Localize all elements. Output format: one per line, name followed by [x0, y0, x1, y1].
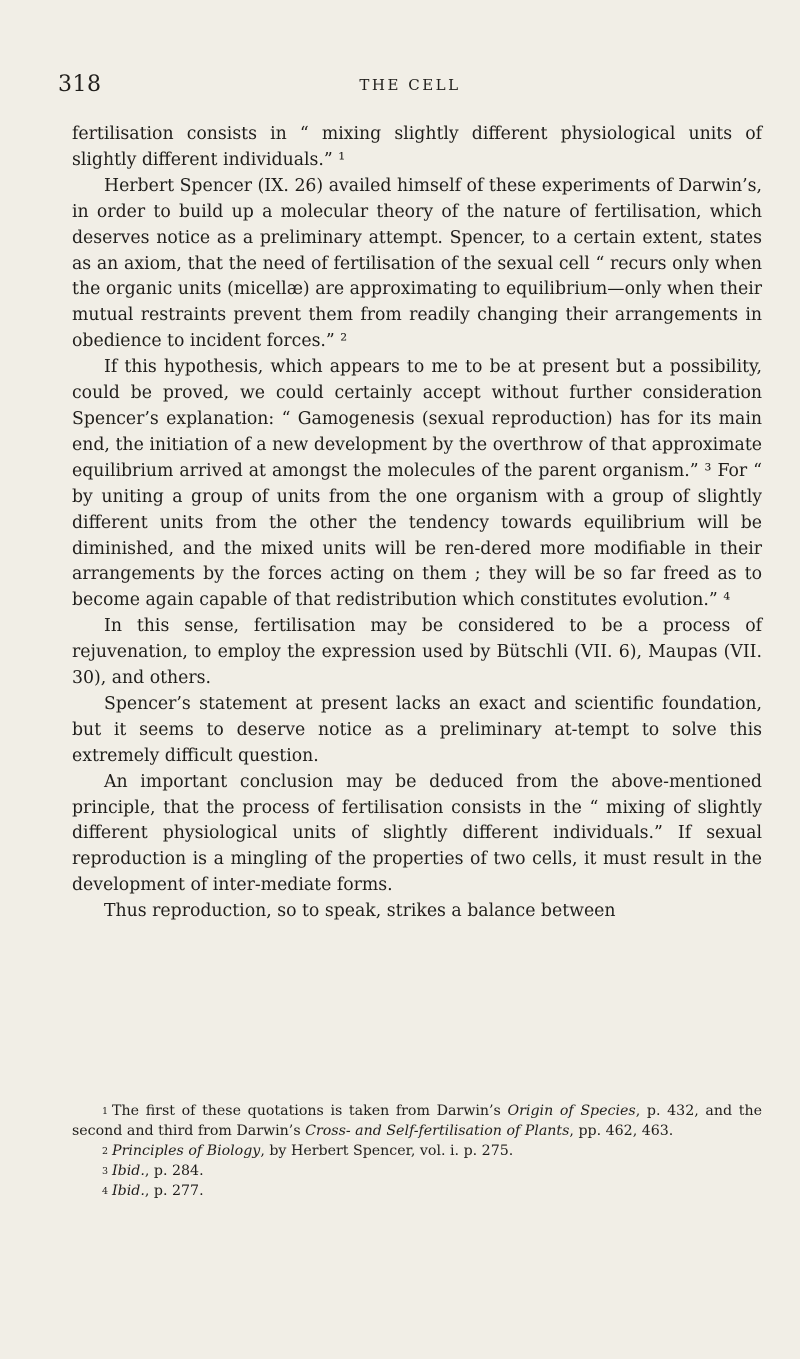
footnote-text: , p. 277. [144, 1183, 204, 1199]
footnote-text: , p. 432, and the second and third from Darwin’s [72, 1103, 762, 1139]
footnote [72, 1161, 762, 1181]
paragraph: An important conclusion may be deduced from the above-mentioned principle, that the process of fertilisation consists in the “ mixing of slightly different physiological units of slightly different individuals.” If sexual reproduction is a mingling of the properties of two cells, it must result in the development of inter-mediate forms. [72, 771, 762, 896]
footnote-text: , by Herbert Spencer, vol. i. p. 275. [260, 1143, 514, 1159]
footnote-title: Principles of Biology [112, 1143, 261, 1159]
paragraph: Herbert Spencer (IX. 26) availed himself of these experiments of Darwin’s, in order to build up a molecular theory of the nature of fertilisation, which deserves notice as a preliminary attempt. Spencer, to a certain extent, states as an axiom, that the need of fertilisation of the sexual cell “ recurs only when the organic units (micellæ) are approximating to equilibrium—only when their mutual restraints prevent them from readily changing their arrangements in obedience to incident forces.” ² [72, 175, 762, 352]
body-text [72, 122, 762, 925]
footnotes [72, 1101, 762, 1201]
footnote-number: 2 [102, 1146, 109, 1157]
footnote-number: 3 [102, 1166, 109, 1177]
paragraph: If this hypothesis, which appears to me to be at present but a possibility, could be proved, we could certainly accept without further consideration Spencer’s explanation: “ Gamogenesis (sexual reproduction) has for its main end, the initiation of a new development by the overthrow of that approximate equilibrium arrived at amongst the molecules of the parent organism.” ³ For “ by uniting a group of units from the one organism with a group of slightly different units from the other the tendency towards equilibrium will be diminished, and the mixed units will be ren-dered more modifiable in their arrangements by the forces acting on them ; they will be so far freed as to become again capable of that redistribution which constitutes evolution.” ⁴ [72, 357, 762, 611]
footnote-title: Ibid. [112, 1163, 145, 1179]
running-title: THE CELL [359, 76, 461, 94]
paragraph: Spencer’s statement at present lacks an exact and scientific foundation, but it seems to deserve notice as a preliminary at-tempt to solve this extremely difficult question. [72, 693, 762, 766]
footnote-text: , pp. 462, 463. [569, 1123, 674, 1139]
footnote-number: 1 [102, 1106, 109, 1117]
footnote-title: Origin of Species [507, 1103, 636, 1119]
footnote-text: , p. 284. [144, 1163, 204, 1179]
footnote-text: The first of these quotations is taken from Darwin’s [112, 1103, 508, 1119]
footnote [72, 1141, 762, 1161]
footnote-title: Cross- and Self-fertilisation of Plants [305, 1123, 570, 1139]
page-header [58, 72, 762, 100]
footnote [72, 1181, 762, 1201]
paragraph: In this sense, fertilisation may be considered to be a process of rejuvenation, to employ the expression used by Bütschli (VII. 6), Maupas (VII. 30), and others. [72, 616, 762, 689]
paragraph: fertilisation consists in “ mixing slightly different physiological units of slightly different individuals.” ¹ [72, 124, 762, 170]
footnote-number: 4 [102, 1186, 109, 1197]
page-number: 318 [58, 72, 102, 97]
footnote [72, 1101, 762, 1141]
footnote-title: Ibid. [112, 1183, 145, 1199]
paragraph: Thus reproduction, so to speak, strikes a balance between [104, 901, 616, 922]
